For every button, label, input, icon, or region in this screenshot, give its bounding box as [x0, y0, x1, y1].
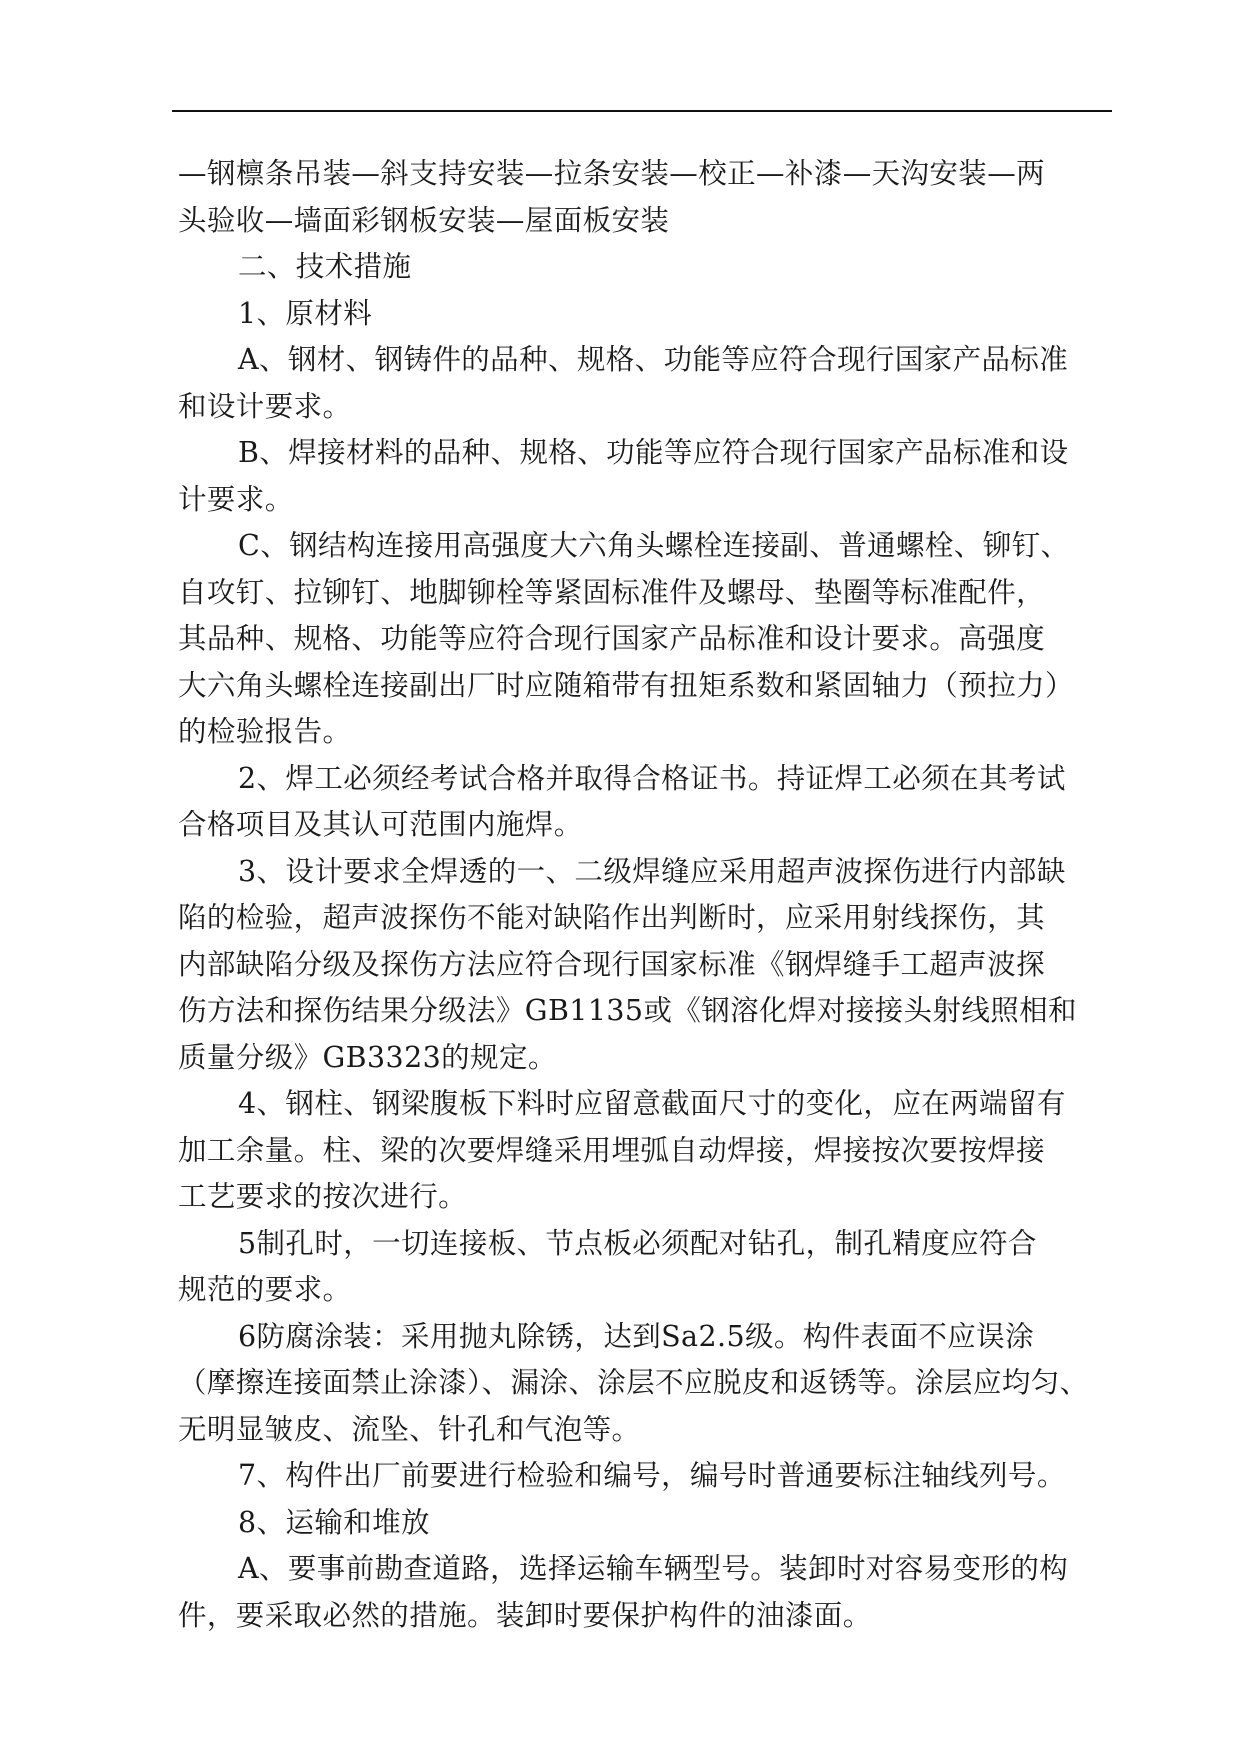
text-line: 6防腐涂装：采用抛丸除锈，达到Sa2.5级。构件表面不应误涂 — [238, 1319, 1034, 1353]
text-line: 1、原材料 — [238, 296, 373, 330]
text-line: 2、焊工必须经考试合格并取得合格证书。持证焊工必须在其考试 — [238, 761, 1066, 795]
text-line: 伤方法和探伤结果分级法》GB1135或《钢溶化焊对接接头射线照相和 — [178, 994, 1077, 1027]
text-line: 计要求。 — [178, 482, 294, 516]
text-line: 4、钢柱、钢梁腹板下料时应留意截面尺寸的变化，应在两端留有 — [238, 1087, 1066, 1120]
text-line: —钢檩条吊装—斜支持安装—拉条安装—校正—补漆—天沟安装—两 — [178, 157, 1046, 190]
text-line: 的检验报告。 — [178, 715, 352, 748]
text-line: 自攻钉、拉铆钉、地脚铆栓等紧固标准件及螺母、垫圈等标准配件， — [178, 575, 1046, 609]
text-line: 其品种、规格、功能等应符合现行国家产品标准和设计要求。高强度 — [178, 622, 1046, 655]
text-line: 加工余量。柱、梁的次要焊缝采用埋弧自动焊接，焊接按次要按焊接 — [178, 1133, 1046, 1167]
text-line: A、钢材、钢铸件的品种、规格、功能等应符合现行国家产品标准 — [238, 343, 1069, 376]
text-line: 工艺要求的按次进行。 — [178, 1180, 468, 1213]
text-line: 内部缺陷分级及探伤方法应符合现行国家标准《钢焊缝手工超声波探 — [178, 947, 1046, 981]
text-line: 头验收—墙面彩钢板安装—屋面板安装 — [178, 203, 670, 237]
text-line: 5制孔时，一切连接板、节点板必须配对钻孔，制孔精度应符合 — [238, 1226, 1037, 1260]
text-line: 8、运输和堆放 — [238, 1505, 430, 1539]
text-line: 3、设计要求全焊透的一、二级焊缝应采用超声波探伤进行内部缺 — [238, 854, 1066, 888]
text-line: A、要事前勘查道路，选择运输车辆型号。装卸时对容易变形的构 — [238, 1552, 1069, 1585]
body-text — [178, 151, 1118, 1639]
text-line: 合格项目及其认可范围内施焊。 — [178, 808, 583, 841]
text-line: （摩擦连接面禁止涂漆）、漏涂、涂层不应脱皮和返锈等。涂层应均匀、 — [178, 1366, 1089, 1399]
text-line: C、钢结构连接用高强度大六角头螺栓连接副、普通螺栓、铆钉、 — [238, 529, 1070, 562]
text-line: 质量分级》GB3323的规定。 — [178, 1040, 557, 1074]
text-line: 件，要采取必然的措施。装卸时要保护构件的油漆面。 — [178, 1598, 872, 1632]
text-line: 陷的检验，超声波探伤不能对缺陷作出判断时，应采用射线探伤，其 — [178, 901, 1046, 934]
text-line: 和设计要求。 — [178, 389, 352, 423]
text-line: 大六角头螺栓连接副出厂时应随箱带有扭矩系数和紧固轴力（预拉力） — [178, 668, 1074, 702]
text-line: 规范的要求。 — [178, 1273, 352, 1306]
header-rule — [172, 110, 1112, 112]
text-line: 无明显皱皮、流坠、针孔和气泡等。 — [178, 1412, 641, 1446]
text-line: 二、技术措施 — [238, 250, 412, 283]
text-line: 7、构件出厂前要进行检验和编号，编号时普通要标注轴线列号。 — [238, 1459, 1066, 1492]
text-line: B、焊接材料的品种、规格、功能等应符合现行国家产品标准和设 — [238, 436, 1069, 469]
